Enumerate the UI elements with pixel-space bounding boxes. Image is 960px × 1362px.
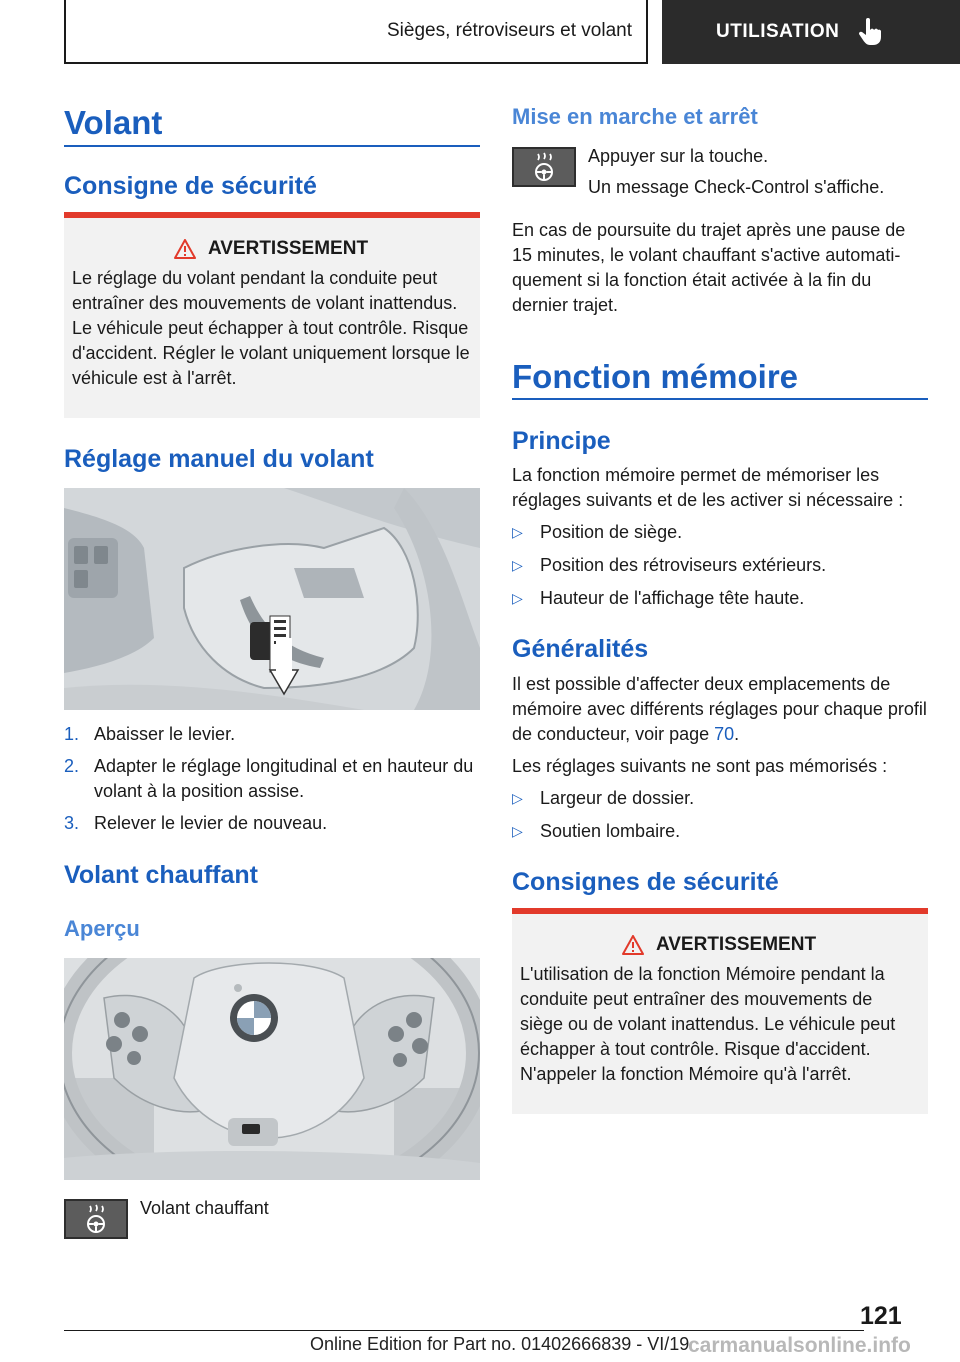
safety-heading: Consigne de sécurité (64, 172, 317, 200)
watermark: carmanualsonline.info (688, 1334, 911, 1357)
warning-text: Le réglage du volant pendant la conduite peut entraîner des mouvements de volant inattendus. Le véhicule peut échapper à tout contrôle. Risque d'accident. Régler le volant uniquement lorsque le véhicule est à l'arrêt. (72, 268, 470, 388)
list-item: ▷ Largeur de dossier. (512, 786, 928, 811)
pointing-hand-icon (857, 18, 883, 46)
heated-wheel-button[interactable] (512, 147, 576, 187)
warning-text: L'utilisation de la fonction Mémoire pendant la conduite peut entraîner des mouvements de siège ou de volant inattendus. Le véhicule peut échapper à tout contrôle. Risque d'accident. N'appeler la fonction Mémoire qu'à l'arrêt. (520, 964, 896, 1084)
heated-wheel-heading: Volant chauffant (64, 861, 258, 889)
warning-triangle-icon (174, 239, 196, 259)
bullet-triangle-icon: ▷ (512, 823, 523, 839)
header-chapter-tab[interactable] (662, 0, 960, 64)
heated-steering-wheel-icon (84, 1204, 108, 1234)
list-item: 3. Relever le levier de nouveau. (64, 813, 328, 833)
general-paragraph: Il est possible d'affecter deux emplacements de mémoire avec différents réglages pour chaque profil de conducteur, voir page 70. (512, 674, 927, 744)
header-section-label: Sièges, rétroviseurs et volant (386, 20, 632, 41)
bullet-triangle-icon: ▷ (512, 590, 523, 606)
warning-box (512, 908, 928, 1114)
list-item: ▷ Soutien lombaire. (512, 819, 928, 844)
bullet-triangle-icon: ▷ (512, 524, 523, 540)
list-item: ▷ Position de siège. (512, 520, 928, 545)
principle-paragraph: La fonction mémoire permet de mémoriser les réglages suivants et de les activer si nécessaire : (512, 465, 904, 510)
warning-box (64, 212, 480, 418)
list-item: ▷ Position des rétroviseurs extérieurs. (512, 553, 928, 578)
page-title: Volant (64, 104, 163, 141)
steering-column-image (64, 488, 480, 710)
not-saved-list (512, 786, 928, 852)
header-section-title (64, 0, 648, 64)
onoff-paragraph: En cas de poursuite du trajet après une pause de 15 minutes, le volant chauffant s'active automatiquement si la fonction était activée à la fin du dernier trajet. (512, 220, 906, 315)
title-rule (64, 145, 480, 147)
header-chapter-label: UTILISATION (716, 21, 840, 42)
heated-wheel-caption: Volant chauffant (140, 1198, 269, 1218)
footer-edition: Online Edition for Part no. 01402666839 - VI/19 (310, 1334, 690, 1354)
list-item: ▷ Hauteur de l'affichage tête haute. (512, 586, 928, 611)
principle-list (512, 520, 928, 619)
list-item: 1. Abaisser le levier. (64, 724, 236, 744)
warning-title: AVERTISSEMENT (72, 238, 470, 260)
bullet-triangle-icon: ▷ (512, 790, 523, 806)
safety-notes-heading: Consignes de sécurité (512, 868, 779, 896)
list-item: 2. Adapter le réglage longitudinal et en hauteur du volant à la position assise. (64, 756, 474, 801)
overview-heading: Aperçu (64, 916, 140, 941)
memory-rule (512, 398, 928, 400)
warning-triangle-icon (622, 935, 644, 955)
heated-wheel-button[interactable] (64, 1199, 128, 1239)
page-number: 121 (860, 1302, 902, 1330)
onoff-heading: Mise en marche et arrêt (512, 104, 758, 129)
bullet-triangle-icon: ▷ (512, 557, 523, 573)
footer-rule (64, 1330, 864, 1331)
warning-title: AVERTISSEMENT (520, 934, 918, 956)
page-link[interactable]: 70 (714, 724, 735, 744)
steering-wheel-image (64, 958, 480, 1180)
general-heading: Généralités (512, 635, 649, 663)
principle-heading: Principe (512, 427, 611, 455)
not-saved-paragraph: Les réglages suivants ne sont pas mémorisés : (512, 756, 888, 776)
heated-steering-wheel-icon (532, 152, 556, 182)
manual-adjust-heading: Réglage manuel du volant (64, 445, 374, 473)
steps-list (64, 722, 480, 843)
onoff-line2: Un message Check-Control s'affiche. (588, 177, 885, 197)
memory-title: Fonction mémoire (512, 358, 799, 395)
onoff-line1: Appuyer sur la touche. (588, 146, 769, 166)
